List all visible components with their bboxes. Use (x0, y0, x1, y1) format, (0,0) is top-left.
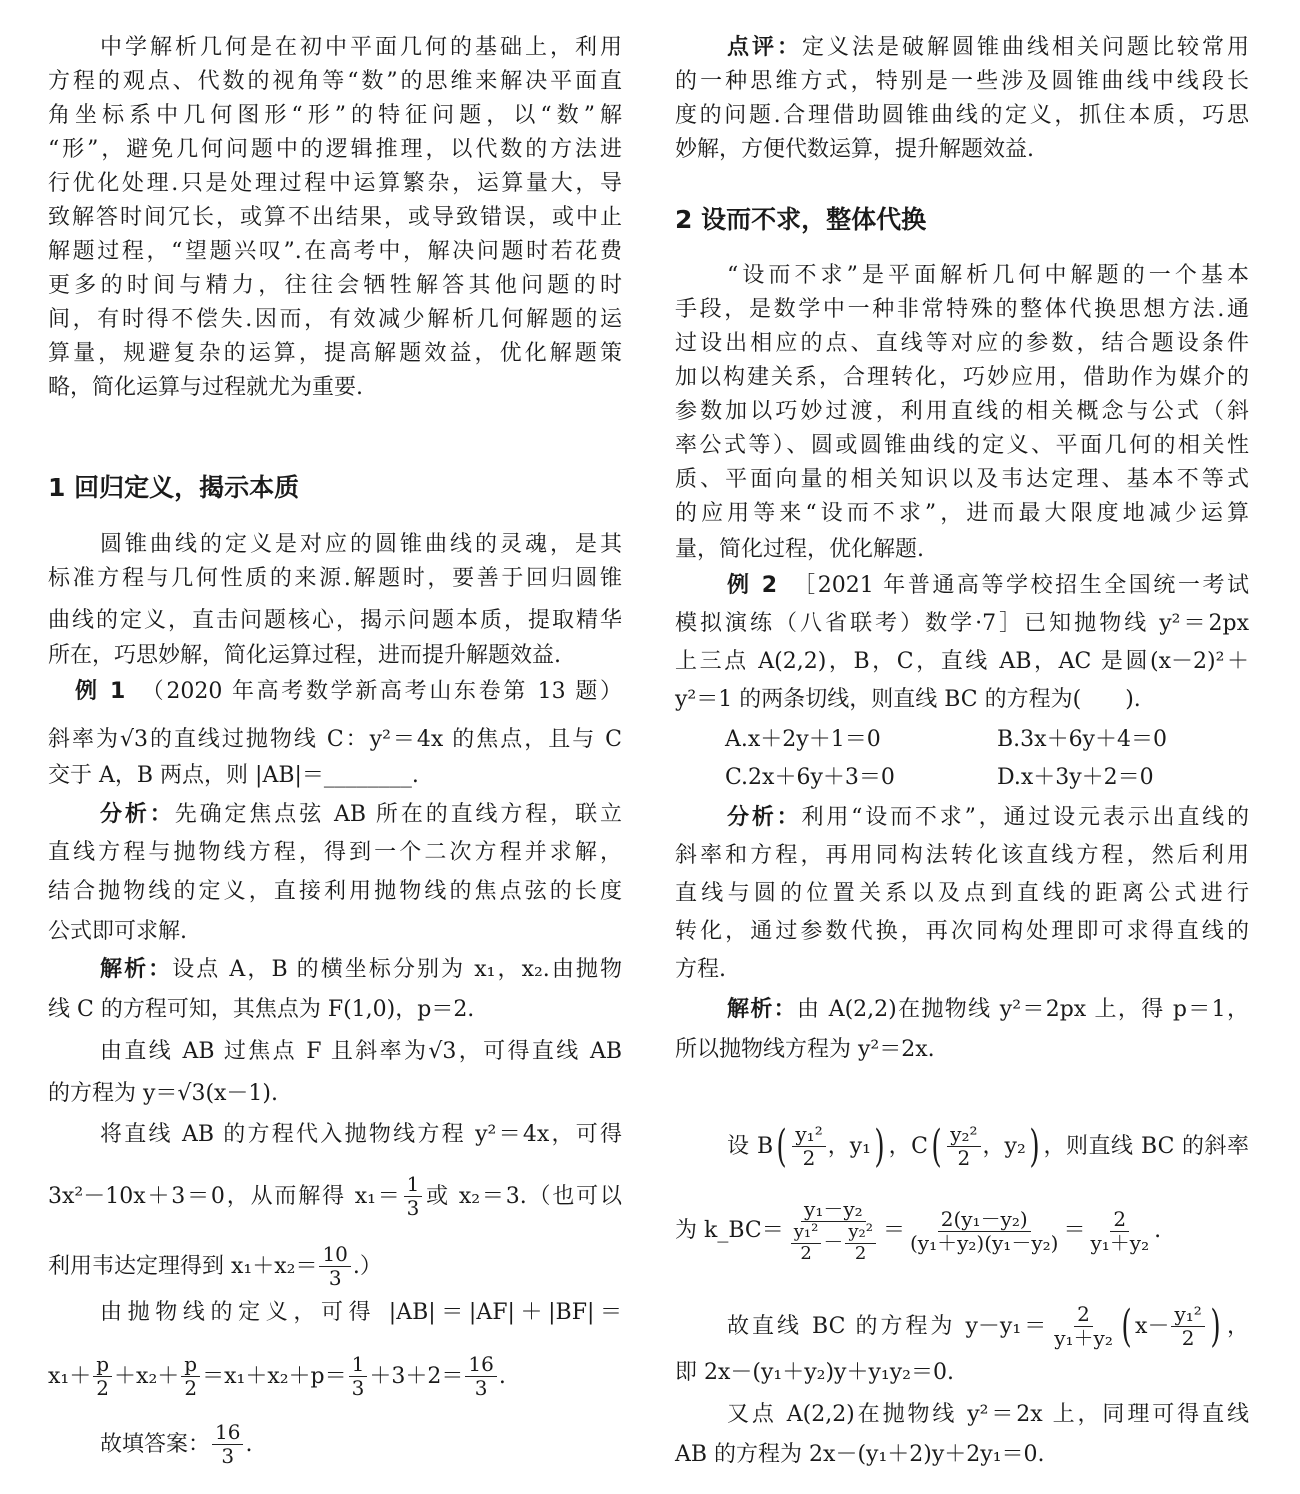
text-run: . (498, 1363, 506, 1389)
text-run: 设点 A，B 的横坐标分别为 x₁，x₂.由抛物 (172, 957, 622, 982)
paragraph-line: 质、平面向量的相关知识以及韦达定理、基本不等式 (675, 467, 1249, 492)
text-run: 3 (351, 1376, 365, 1400)
text-run: 2 (957, 1146, 971, 1170)
solution-line: AB 的方程为 2x－(y₁＋2)y＋2y₁＝0. (675, 1442, 1045, 1467)
solution-line: 所以抛物线方程为 y²＝2x. (675, 1037, 935, 1062)
bold-label: 分析： (100, 802, 175, 827)
text-run: 设 B (727, 1133, 774, 1159)
text-run: . (245, 1431, 253, 1457)
text-run: 2 (96, 1376, 109, 1400)
fraction (791, 1222, 822, 1264)
text-run: 3 (328, 1266, 342, 1290)
text-run: 故直线 BC 的方程为 y－y₁＝ (727, 1313, 1050, 1339)
intro-line: 解题过程，“望题兴叹”.在高考中，解决问题时若花费 (48, 239, 622, 264)
text-run: 利用韦达定理得到 x₁＋x₂＝ (48, 1253, 318, 1279)
fraction (1051, 1303, 1116, 1350)
text-run: ＝ (1063, 1218, 1086, 1244)
denominator (349, 1377, 368, 1400)
example-line (48, 675, 622, 709)
math-group (48, 1352, 506, 1400)
intro-line: 角坐标系中几何图形“形”的特征问题，以“数”解 (48, 103, 622, 128)
fraction (404, 1173, 423, 1220)
text-run: y₁＋y₂ (1054, 1326, 1113, 1350)
numerator (465, 1353, 496, 1377)
analysis-line: 直线与圆的位置关系以及点到直线的距离公式进行 (675, 881, 1249, 906)
denominator (797, 1244, 814, 1265)
fraction (212, 1421, 243, 1468)
denominator (181, 1377, 200, 1400)
left-paren: ( (1121, 1300, 1132, 1352)
text-run: － (823, 1229, 844, 1254)
fraction (947, 1123, 980, 1170)
solution-line (675, 1197, 1249, 1264)
solution-line (48, 953, 622, 987)
text-run: 16 (468, 1352, 494, 1376)
text-run: 或 x₂＝3.（也可以 (424, 1183, 623, 1209)
math-group (727, 573, 1249, 598)
text-run: 由 A(2,2)在抛物线 y²＝2px 上，得 p＝1， (797, 997, 1249, 1022)
fraction (786, 1198, 881, 1264)
intro-line: 方程的观点、代数的视角等“数”的思维来解决平面直 (48, 69, 622, 94)
solution-line (48, 1172, 623, 1220)
example-line: y²＝1 的两条切线，则直线 BC 的方程为( ). (675, 687, 1141, 712)
text-run: y₂² (848, 1221, 873, 1242)
left-paren: ( (931, 1120, 942, 1172)
paragraph-line: 所在，巧思妙解，简化运算过程，进而提升解题效益. (48, 643, 561, 668)
text-run: y₁² (793, 1221, 819, 1242)
text-run: 1 (351, 1352, 365, 1376)
math-group (727, 35, 1249, 60)
numerator (212, 1421, 243, 1445)
math-group (789, 1221, 878, 1264)
text-run: ，则直线 BC 的斜率 (1042, 1133, 1249, 1159)
answer-option: C.2x＋6y＋3＝0 (725, 765, 895, 790)
solution-line (675, 993, 1249, 1027)
numerator (404, 1173, 423, 1197)
numerator (938, 1208, 1031, 1232)
bold-label: 解析： (727, 997, 798, 1022)
intro-line: 中学解析几何是在初中平面几何的基础上，利用 (100, 35, 622, 60)
text-run: 3 (406, 1196, 420, 1220)
text-run: y₁² (1174, 1302, 1202, 1326)
answer-option: A.x＋2y＋1＝0 (725, 727, 881, 752)
text-run: y₁＋y₂ (1090, 1230, 1150, 1255)
denominator (1087, 1232, 1152, 1255)
paragraph-line: 曲线的定义，直击问题核心，揭示问题本质，提取精华 (48, 608, 622, 633)
text-run: p (184, 1352, 198, 1376)
intro-line: 算量，规避复杂的运算，提高解题效益，优化解题策 (48, 341, 622, 366)
fraction (319, 1243, 350, 1290)
solution-line: 由抛物线的定义，可得 |AB|＝|AF|＋|BF|＝ (100, 1300, 622, 1325)
section-heading: 2 设而不求，整体代换 (675, 205, 927, 234)
analysis-line: 公式即可求解. (48, 919, 187, 944)
math-group (48, 1242, 382, 1290)
numerator (792, 1123, 825, 1147)
fraction (907, 1208, 1061, 1255)
denominator (954, 1147, 973, 1170)
text-run: ［2021 年普通高等学校招生全国统一考试 (777, 573, 1250, 598)
denominator (1051, 1327, 1116, 1350)
math-group (100, 1420, 253, 1468)
fraction (1087, 1208, 1152, 1255)
bold-label: 例 1 (75, 679, 126, 704)
paragraph-line: 加以构建关系，合理转化，巧妙应用，借助作为媒介的 (675, 365, 1249, 390)
text-run: x－ (1135, 1313, 1170, 1339)
fraction (181, 1353, 200, 1400)
solution-line: 的方程为 y＝√3(x－1). (48, 1081, 279, 1106)
math-group (100, 957, 622, 982)
text-run: 2 (1077, 1302, 1090, 1326)
numerator (1110, 1208, 1129, 1232)
solution-line: 将直线 AB 的方程代入抛物线方程 y²＝4x，可得 (100, 1122, 622, 1147)
text-run: 3 (474, 1376, 488, 1400)
text-run: 为 k_BC＝ (675, 1218, 784, 1244)
numerator (319, 1243, 350, 1267)
text-run: 10 (322, 1242, 348, 1266)
solution-line: 又点 A(2,2)在抛物线 y²＝2x 上，同理可得直线 (727, 1402, 1249, 1427)
paragraph-line: 参数加以巧妙过渡，利用直线的相关概念与公式（斜 (675, 399, 1249, 424)
fraction (845, 1222, 876, 1264)
intro-line: 致解答时间冗长，或算不出结果，或导致错误，或中止 (48, 205, 622, 230)
numerator (1171, 1303, 1204, 1327)
comment-line (675, 31, 1249, 65)
right-paren: ) (874, 1120, 885, 1172)
comment-line: 妙解，方便代数运算，提升解题效益. (675, 137, 1034, 162)
bold-label: 例 2 (727, 573, 778, 598)
fraction (465, 1353, 496, 1400)
bold-label: 解析： (100, 957, 173, 982)
solution-line (48, 1242, 622, 1290)
solution-line: 由直线 AB 过焦点 F 且斜率为√3，可得直线 AB (100, 1039, 622, 1064)
numerator (845, 1222, 876, 1244)
intro-line: 略，简化运算与过程就尤为重要. (48, 375, 363, 400)
intro-line: 更多的时间与精力，往往会牺牲解答其他问题的时 (48, 273, 622, 298)
text-run: ，y₁ (827, 1133, 871, 1159)
math-group (727, 1120, 1249, 1172)
math-group (675, 1197, 1162, 1264)
analysis-line: 直线方程与抛物线方程，得到一个二次方程并求解， (48, 840, 622, 865)
paragraph-line: 手段，是数学中一种非常特殊的整体代换思想方法.通 (675, 297, 1249, 322)
bold-label: 分析： (727, 805, 802, 830)
parenthesized-group (773, 1120, 888, 1172)
numerator (1074, 1303, 1093, 1327)
text-run: . (1154, 1218, 1162, 1244)
text-run: 2(y₁－y₂) (940, 1206, 1028, 1231)
text-run: 定义法是破解圆锥曲线相关问题比较常用 (802, 35, 1249, 60)
paragraph-line: 标准方程与几何性质的来源.解题时，要善于回归圆锥 (48, 566, 622, 591)
example-line: 上三点 A(2,2)，B，C，直线 AB，AC 是圆(x－2)²＋ (675, 649, 1249, 674)
analysis-line: 方程. (675, 957, 726, 982)
text-run: (y₁＋y₂)(y₁－y₂) (909, 1230, 1059, 1255)
math-group (727, 805, 1249, 830)
answer-option: B.3x＋6y＋4＝0 (997, 727, 1167, 752)
solution-line: 线 C 的方程可知，其焦点为 F(1,0)，p＝2. (48, 997, 475, 1022)
text-run: y₂² (950, 1122, 978, 1146)
solution-line (48, 1352, 622, 1400)
solution-line (675, 1300, 1249, 1352)
answer-option: D.x＋3y＋2＝0 (997, 765, 1154, 790)
denominator (786, 1222, 881, 1264)
right-paren: ) (1029, 1120, 1040, 1172)
solution-line: 即 2x－(y₁＋y₂)y＋y₁y₂＝0. (675, 1360, 954, 1385)
fraction (792, 1123, 825, 1170)
text-run: ， (1223, 1313, 1249, 1339)
denominator (852, 1244, 869, 1265)
text-run: ，y₂ (982, 1133, 1026, 1159)
left-paren: ( (776, 1120, 787, 1172)
fraction (1171, 1303, 1204, 1350)
math-group (75, 679, 622, 704)
example-line: 模拟演练（八省联考）数学·7］已知抛物线 y²＝2px (675, 611, 1249, 636)
analysis-line: 转化，通过参数代换，再次同构处理即可求得直线的 (675, 919, 1249, 944)
section-heading: 1 回归定义，揭示本质 (48, 473, 300, 502)
solution-line (675, 1120, 1249, 1172)
analysis-line: 结合抛物线的定义，直接利用抛物线的焦点弦的长度 (48, 879, 622, 904)
text-run: p (96, 1352, 110, 1376)
text-run: 2 (802, 1146, 816, 1170)
text-run: 1 (406, 1172, 420, 1196)
text-run: 3 (221, 1444, 235, 1468)
right-paren: ) (1210, 1300, 1221, 1352)
paragraph-line: 的应用等来“设而不求”，进而最大限度地减少运算 (675, 501, 1249, 526)
text-run: 先确定焦点弦 AB 所在的直线方程，联立 (174, 802, 622, 827)
intro-line: “形”，避免几何问题中的逻辑推理，以代数的方法进 (48, 137, 622, 162)
text-run: 3x²－10x＋3＝0，从而解得 x₁＝ (48, 1183, 402, 1209)
paragraph-line: 过设出相应的点、直线等对应的参数，结合题设条件 (675, 331, 1249, 356)
text-run: .） (352, 1253, 382, 1279)
text-run: 故填答案： (100, 1431, 211, 1457)
solution-line (48, 1420, 622, 1468)
text-run: 2 (1181, 1326, 1195, 1350)
fraction (93, 1353, 112, 1400)
example-line (675, 569, 1249, 603)
intro-line: 间，有时得不偿失.因而，有效减少解析几何解题的运 (48, 307, 622, 332)
analysis-line: 斜率和方程，再用同构法转化该直线方程，然后利用 (675, 843, 1249, 868)
numerator (801, 1198, 866, 1222)
math-group (727, 1300, 1249, 1352)
denominator (404, 1197, 423, 1220)
numerator (791, 1222, 822, 1244)
text-run: ＝ (882, 1218, 905, 1244)
paragraph-line: 率公式等）、圆或圆锥曲线的定义、平面几何的相关性 (675, 433, 1249, 458)
fraction (349, 1353, 368, 1400)
analysis-line (675, 801, 1249, 835)
right-column (675, 0, 1249, 1494)
paragraph-line: 量，简化过程，优化解题. (675, 537, 924, 562)
text-run: ，C (888, 1133, 929, 1159)
text-run: ＋3＋2＝ (369, 1363, 464, 1389)
text-run: 2 (184, 1376, 198, 1400)
numerator (181, 1353, 200, 1377)
denominator (1179, 1327, 1198, 1350)
text-run: ＝x₁＋x₂＋p＝ (202, 1363, 347, 1389)
numerator (947, 1123, 980, 1147)
parenthesized-group (1118, 1300, 1224, 1352)
left-column (48, 0, 622, 1494)
intro-line: 行优化处理.只是处理过程中运算繁杂，运算量大，导 (48, 171, 622, 196)
numerator (93, 1353, 112, 1377)
text-run: x₁＋ (48, 1363, 92, 1389)
denominator (326, 1267, 345, 1290)
analysis-line (48, 798, 622, 832)
math-group (100, 802, 622, 827)
bold-label: 点评： (727, 35, 802, 60)
text-run: y₁－y₂ (804, 1197, 863, 1221)
numerator (349, 1353, 368, 1377)
denominator (472, 1377, 491, 1400)
text-run: 16 (215, 1420, 241, 1444)
denominator (907, 1232, 1061, 1255)
paragraph-line: “设而不求”是平面解析几何中解题的一个基本 (727, 263, 1249, 288)
text-run: （2020 年高考数学新高考山东卷第 13 题） (125, 679, 622, 704)
example-line: 交于 A，B 两点，则 |AB|＝________. (48, 763, 419, 788)
text-run: y₁² (795, 1122, 823, 1146)
example-line: 斜率为√3的直线过抛物线 C：y²＝4x 的焦点，且与 C (48, 727, 622, 752)
denominator (218, 1445, 237, 1468)
text-run: 2 (800, 1242, 812, 1264)
comment-line: 的一种思维方式，特别是一些涉及圆锥曲线中线段长 (675, 69, 1249, 94)
text-run: ＋x₂＋ (114, 1363, 180, 1389)
text-run: 2 (1113, 1206, 1127, 1231)
denominator (800, 1147, 819, 1170)
paragraph-line: 圆锥曲线的定义是对应的圆锥曲线的灵魂，是其 (100, 532, 622, 557)
text-run: 2 (854, 1242, 867, 1264)
comment-line: 度的问题.合理借助圆锥曲线的定义，抓住本质，巧思 (675, 103, 1249, 128)
math-group (727, 997, 1249, 1022)
denominator (93, 1377, 112, 1400)
math-group (48, 1172, 623, 1220)
parenthesized-group (928, 1120, 1043, 1172)
text-run: 利用“设而不求”，通过设元表示出直线的 (801, 805, 1249, 830)
